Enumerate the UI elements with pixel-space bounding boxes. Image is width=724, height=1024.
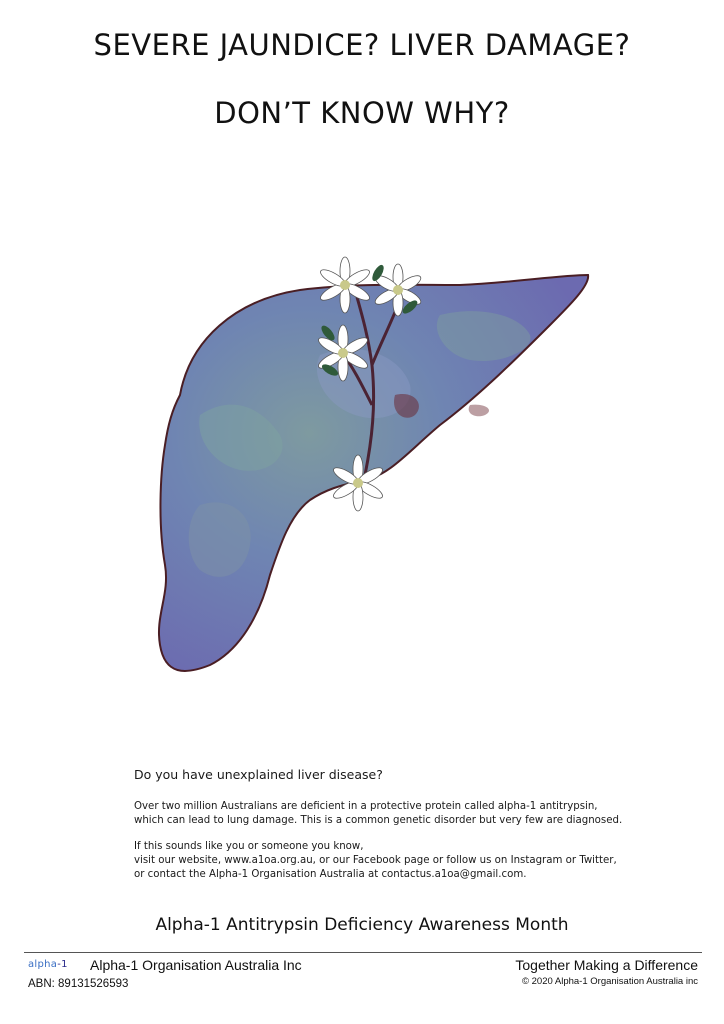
logo-text: alpha [28, 959, 58, 970]
awareness-month-title: Alpha-1 Antitrypsin Deficiency Awareness Month [155, 915, 569, 935]
liver-with-flowers-illustration [140, 245, 600, 685]
tagline: Together Making a Difference [515, 957, 698, 973]
paragraph-line: or contact the Alpha-1 Organisation Australia at contactus.a1oa@gmail.com. [134, 869, 527, 880]
paragraph-line: Over two million Australians are deficient in a protective protein called alpha-1 antitrypsin, [134, 801, 598, 812]
paragraph-deficiency-info [134, 800, 634, 828]
intro-question: Do you have unexplained liver disease? [134, 767, 383, 782]
paragraph-line: visit our website, www.a1oa.org.au, or our Facebook page or follow us on Instagram or Twitter, [134, 855, 617, 866]
paragraph-contact-info [134, 840, 634, 882]
organisation-name: Alpha-1 Organisation Australia Inc [90, 957, 302, 973]
copyright-notice: © 2020 Alpha-1 Organisation Australia inc [522, 976, 698, 987]
headline-line-2: DON’T KNOW WHY? [214, 96, 510, 130]
abn-number: ABN: 89131526593 [28, 978, 129, 990]
footer-divider [24, 952, 702, 953]
logo-suffix: -1 [57, 959, 68, 970]
paragraph-line: If this sounds like you or someone you know, [134, 841, 364, 852]
paragraph-line: which can lead to lung damage. This is a common genetic disorder but very few are diagnosed. [134, 815, 623, 826]
alpha1-logo [28, 959, 68, 970]
headline-line-1: SEVERE JAUNDICE? LIVER DAMAGE? [93, 28, 631, 62]
